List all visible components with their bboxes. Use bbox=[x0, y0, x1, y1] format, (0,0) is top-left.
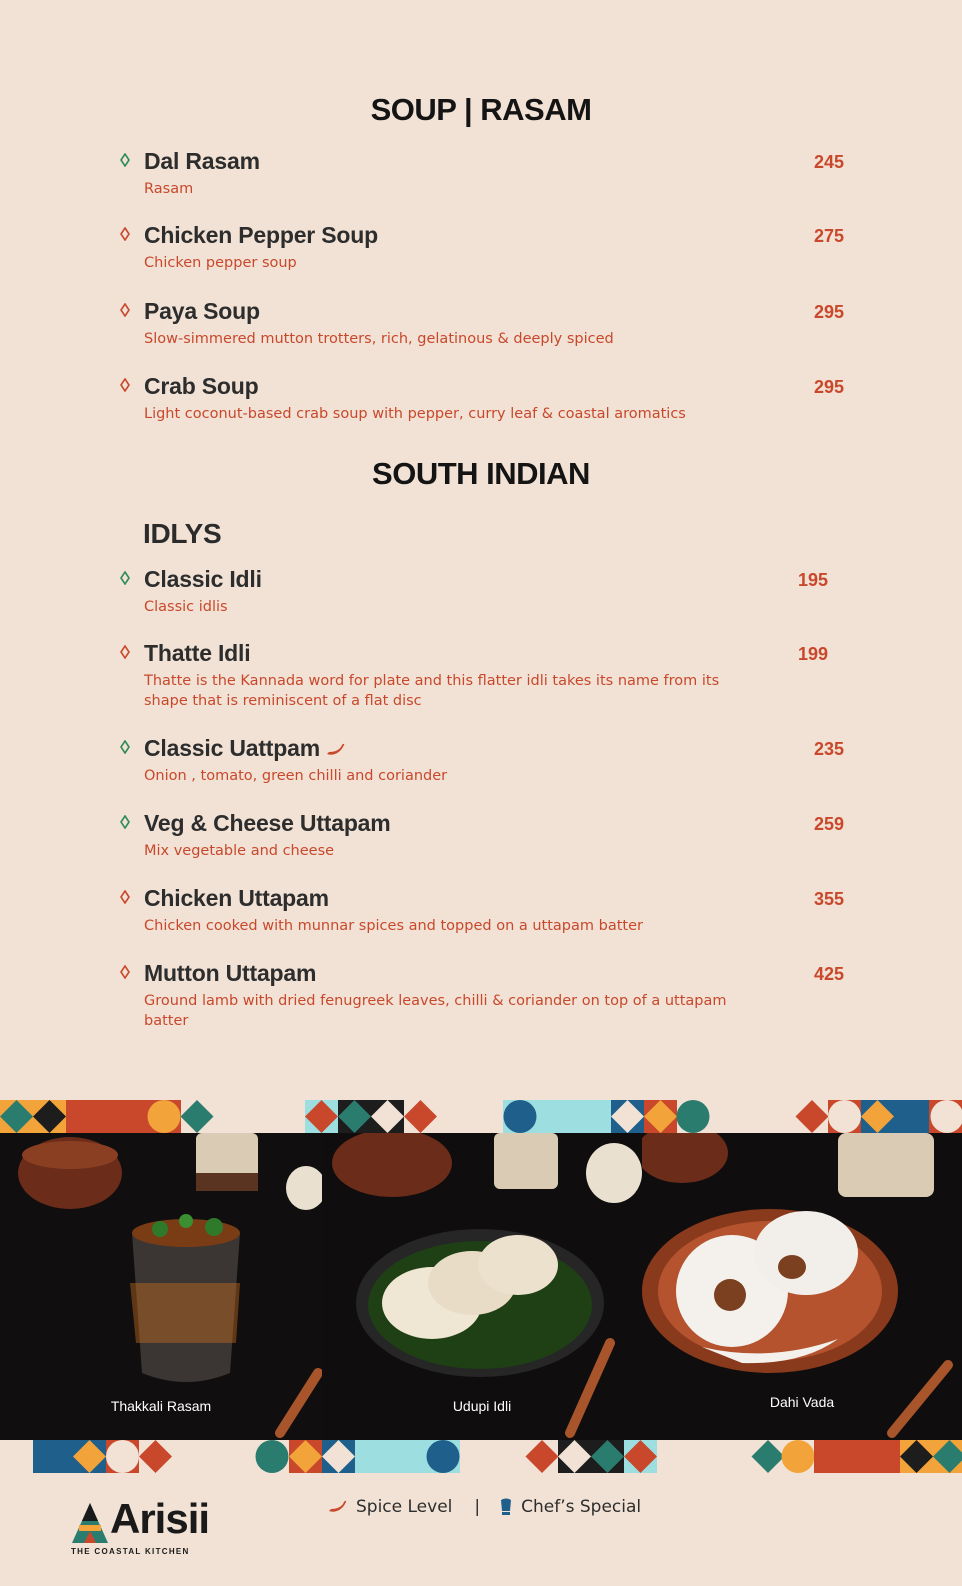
item-description: Rasam bbox=[144, 181, 194, 197]
section-title-soup: SOUP | RASAM bbox=[370, 92, 592, 127]
item-price: 295 bbox=[813, 302, 844, 322]
logo-mark-icon bbox=[70, 1501, 110, 1545]
item-name: Chicken Uttapam bbox=[144, 885, 329, 911]
item-description: Thatte is the Kannada word for plate and this flatter idli takes its name from its shape that is reminiscent of a flat disc bbox=[144, 673, 720, 709]
veg-marker-icon bbox=[120, 571, 130, 585]
photo-thakkali-rasam bbox=[0, 1133, 322, 1440]
nonveg-marker-icon bbox=[120, 227, 130, 241]
photo-dahi-vada bbox=[642, 1133, 962, 1440]
footer bbox=[0, 1473, 962, 1586]
item-name bbox=[144, 735, 346, 762]
item-description: Ground lamb with dried fenugreek leaves, chilli & coriander on top of a uttapam batter bbox=[144, 993, 727, 1029]
decorative-pattern-band-bottom bbox=[0, 1440, 962, 1473]
item-description: Classic idlis bbox=[144, 599, 228, 615]
item-name: Mutton Uttapam bbox=[144, 960, 317, 986]
chili-icon bbox=[328, 1500, 348, 1514]
item-name: Crab Soup bbox=[144, 373, 259, 399]
nonveg-marker-icon bbox=[120, 645, 130, 659]
logo-text: Arisii bbox=[110, 1495, 210, 1542]
item-description: Mix vegetable and cheese bbox=[144, 843, 335, 859]
photo-udupi-idli bbox=[322, 1133, 642, 1440]
veg-marker-icon bbox=[120, 815, 130, 829]
item-name: Dal Rasam bbox=[144, 148, 260, 174]
item-price: 275 bbox=[813, 226, 844, 246]
item-description: Slow-simmered mutton trotters, rich, gelatinous & deeply spiced bbox=[144, 331, 614, 347]
item-price: 259 bbox=[813, 814, 844, 834]
item-name: Paya Soup bbox=[144, 298, 260, 324]
photo-label: Thakkali Rasam bbox=[110, 1398, 212, 1414]
item-description: Chicken cooked with munnar spices and topped on a uttapam batter bbox=[144, 918, 643, 934]
food-photo-strip bbox=[0, 1133, 962, 1440]
item-price: 199 bbox=[797, 644, 828, 664]
item-description: Onion , tomato, green chilli and coriander bbox=[144, 768, 448, 784]
logo-tagline: THE COASTAL KITCHEN bbox=[71, 1547, 190, 1556]
section-title-south-indian: SOUTH INDIAN bbox=[372, 456, 590, 491]
subsection-title-idlys: IDLYS bbox=[143, 518, 222, 549]
photo-label: Udupi Idli bbox=[452, 1398, 512, 1414]
nonveg-marker-icon bbox=[120, 965, 130, 979]
legend-separator: | bbox=[474, 1497, 481, 1517]
nonveg-marker-icon bbox=[120, 303, 130, 317]
rasam-glass-icon bbox=[0, 1133, 322, 1440]
item-name: Chicken Pepper Soup bbox=[144, 222, 378, 248]
item-name-text: Classic Uattpam bbox=[144, 735, 320, 761]
legend bbox=[328, 1497, 641, 1517]
nonveg-marker-icon bbox=[120, 378, 130, 392]
photo-label: Dahi Vada bbox=[769, 1394, 835, 1410]
nonveg-marker-icon bbox=[120, 890, 130, 904]
idli-plate-icon bbox=[322, 1133, 642, 1440]
decorative-pattern-band-top bbox=[0, 1100, 962, 1133]
chef-hat-icon bbox=[498, 1498, 514, 1516]
legend-chef-label: Chef’s Special bbox=[521, 1497, 642, 1517]
item-price: 245 bbox=[813, 152, 844, 172]
item-name: Thatte Idli bbox=[144, 640, 251, 666]
item-description: Light coconut-based crab soup with pepper, curry leaf & coastal aromatics bbox=[144, 406, 686, 422]
item-price: 235 bbox=[813, 739, 844, 759]
veg-marker-icon bbox=[120, 153, 130, 167]
item-price: 355 bbox=[813, 889, 844, 909]
veg-marker-icon bbox=[120, 740, 130, 754]
item-name: Veg & Cheese Uttapam bbox=[144, 810, 391, 836]
brand-logo bbox=[70, 1495, 210, 1561]
item-price: 195 bbox=[797, 570, 828, 590]
item-price: 425 bbox=[813, 964, 844, 984]
item-name: Classic Idli bbox=[144, 566, 262, 592]
chili-icon bbox=[326, 743, 346, 757]
item-price: 295 bbox=[813, 377, 844, 397]
item-description: Chicken pepper soup bbox=[144, 255, 297, 271]
legend-spice-label: Spice Level bbox=[356, 1497, 453, 1517]
